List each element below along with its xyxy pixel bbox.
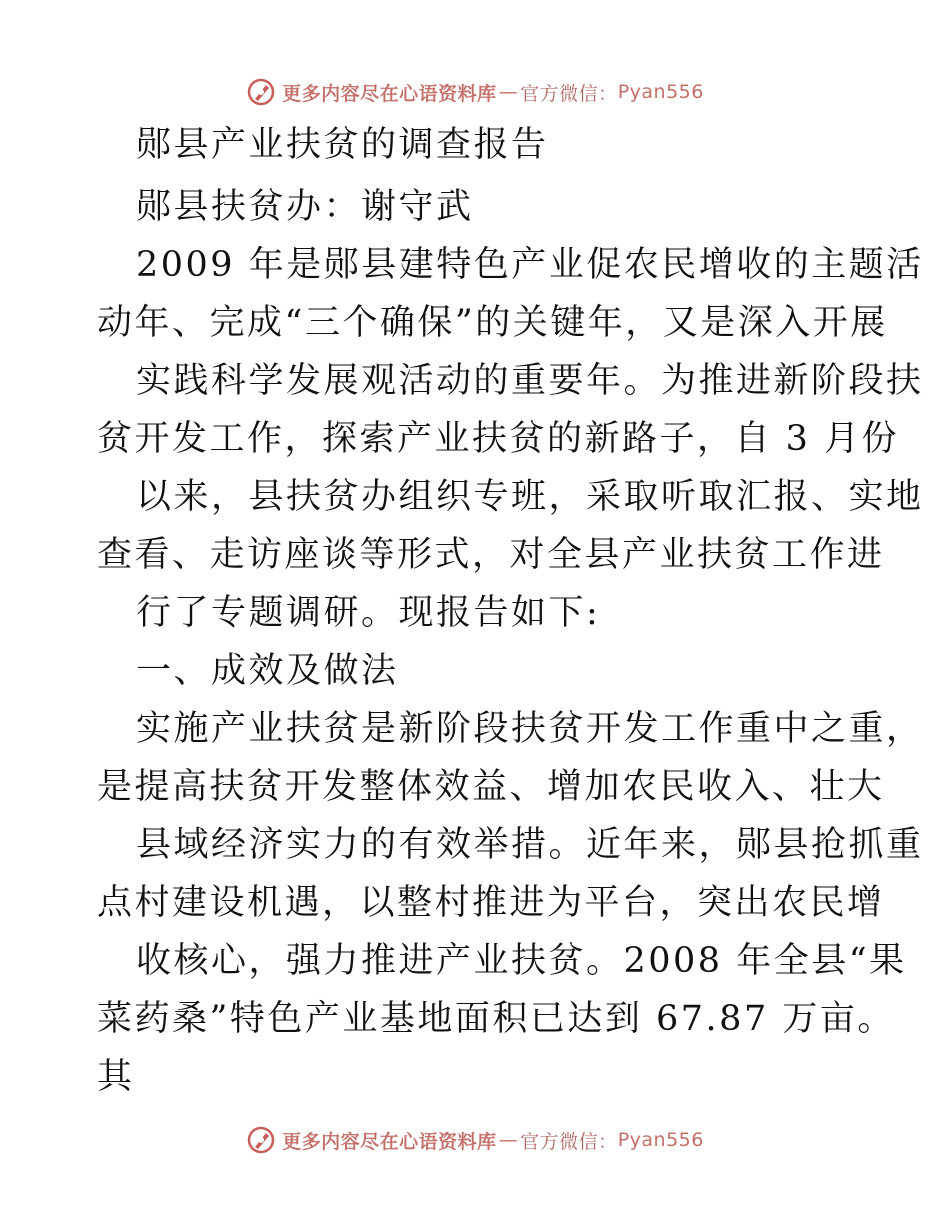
- document-author: 郧县扶贫办：谢守武: [136, 187, 474, 227]
- section-heading: 一、成效及做法: [136, 651, 399, 691]
- watermark-wechat-id: Pyan556: [617, 1129, 704, 1151]
- watermark-dash: —: [498, 1129, 519, 1151]
- watermark-official-label: 官方微信：: [520, 1130, 618, 1153]
- watermark-header: [0, 72, 950, 112]
- quill-seal-icon: [246, 77, 276, 107]
- document-title: 郧县产业扶贫的调查报告: [136, 125, 549, 165]
- paragraph-line: 实践科学发展观活动的重要年。为推进新阶段扶: [136, 361, 924, 401]
- paragraph-line: 其: [97, 1057, 135, 1097]
- paragraph-line: 县域经济实力的有效举措。近年来，郧县抢抓重: [136, 825, 924, 865]
- paragraph-line: 2009 年是郧县建特色产业促农民增收的主题活: [136, 245, 924, 285]
- paragraph-line: 菜药桑”特色产业基地面积已达到 67.87 万亩。: [97, 999, 895, 1039]
- watermark-dash: —: [498, 81, 519, 103]
- paragraph-line: 动年、完成“三个确保”的关键年，又是深入开展: [97, 303, 888, 343]
- paragraph-line: 点村建设机遇，以整村推进为平台，突出农民增: [97, 883, 885, 923]
- paragraph-line: 行了专题调研。现报告如下:: [136, 593, 601, 633]
- watermark-wechat-id: Pyan556: [617, 81, 704, 103]
- paragraph-line: 贫开发工作，探索产业扶贫的新路子，自 3 月份: [97, 419, 900, 459]
- quill-seal-icon: [246, 1125, 276, 1155]
- watermark-brand: 更多内容尽在心语资料库: [282, 82, 497, 105]
- paragraph-line: 实施产业扶贫是新阶段扶贫开发工作重中之重，: [136, 709, 924, 749]
- paragraph-line: 是提高扶贫开发整体效益、增加农民收入、壮大: [97, 767, 885, 807]
- watermark-footer: [0, 1120, 950, 1160]
- paragraph-line: 以来，县扶贫办组织专班，采取听取汇报、实地: [136, 477, 924, 517]
- paragraph-line: 查看、走访座谈等形式，对全县产业扶贫工作进: [97, 535, 885, 575]
- watermark-official-label: 官方微信：: [520, 82, 618, 105]
- paragraph-line: 收核心，强力推进产业扶贫。2008 年全县“果: [136, 941, 907, 981]
- watermark-brand: 更多内容尽在心语资料库: [282, 1130, 497, 1153]
